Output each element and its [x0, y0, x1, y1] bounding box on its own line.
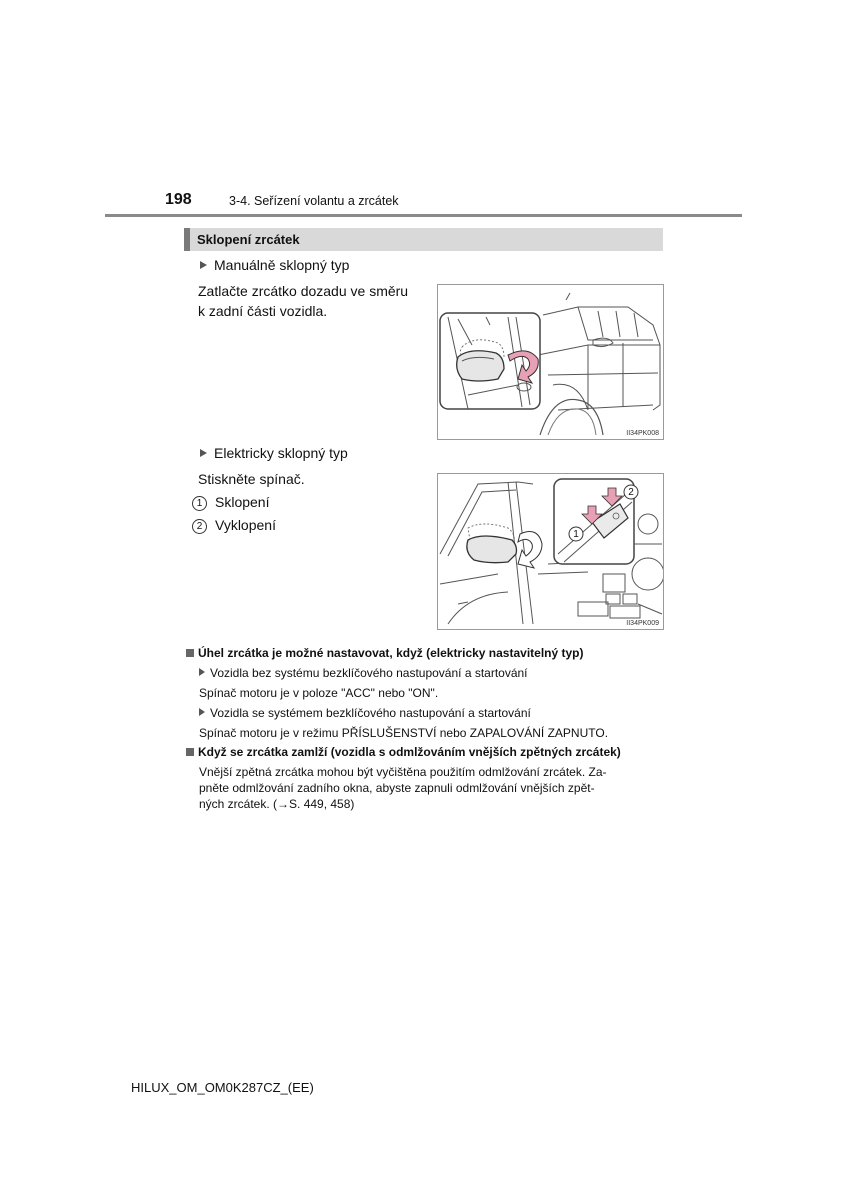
- legend-item-fold-label: Sklopení: [215, 494, 270, 510]
- legend-item-fold: [192, 492, 269, 513]
- note-text2: Spínač motoru je v režimu PŘÍSLUŠENSTVÍ nebo ZAPALOVÁNÍ ZAPNUTO.: [199, 726, 609, 740]
- manual-type-label: Manuálně sklopný typ: [214, 257, 350, 273]
- number-1-icon: 1: [192, 496, 207, 511]
- note-heading-angle-text: Úhel zrcátka je možné nastavovat, když (elektricky nastavitelný typ): [198, 646, 584, 660]
- page-number: 198: [165, 191, 192, 208]
- triangle-bullet-icon: [200, 261, 207, 269]
- manual-type-heading: [200, 255, 349, 276]
- square-bullet-icon: [186, 748, 194, 756]
- callout-2-label: 2: [628, 487, 634, 498]
- triangle-bullet-icon: [199, 708, 205, 716]
- note-heading-fog-text: Když se zrcátka zamlží (vozidla s odmlžováním vnějších zpětných zrcátek): [198, 745, 621, 759]
- triangle-bullet-icon: [199, 668, 205, 676]
- triangle-bullet-icon: [200, 449, 207, 457]
- footer-document-code: HILUX_OM_OM0K287CZ_(EE): [131, 1080, 314, 1095]
- chapter-title: 3-4. Seřízení volantu a zrcátek: [229, 194, 399, 208]
- note-heading-angle: [186, 646, 584, 660]
- note-sub1-text: Vozidla bez systému bezklíčového nastupování a startování: [210, 666, 528, 680]
- manual-folding-illustration: [438, 285, 663, 439]
- legend-item-unfold: [192, 515, 276, 536]
- electric-type-heading: [200, 443, 348, 464]
- note-fog-line1: Vnější zpětná zrcátka mohou být vyčištěna použitím odmlžování zrcátek. Za-: [199, 765, 607, 779]
- manual-instruction-line2: k zadní části vozidla.: [198, 303, 328, 319]
- header-divider: [105, 214, 742, 217]
- note-sub2-text: Vozidla se systémem bezklíčového nastupování a startování: [210, 706, 531, 720]
- electric-type-label: Elektricky sklopný typ: [214, 445, 348, 461]
- number-2-icon: 2: [192, 519, 207, 534]
- note-sub1: [199, 665, 528, 681]
- manual-figure-code: II34PK008: [626, 430, 659, 437]
- note-text1: Spínač motoru je v poloze "ACC" nebo "ON".: [199, 686, 439, 700]
- manual-instruction-line1: Zatlačte zrcátko dozadu ve směru: [198, 283, 409, 299]
- legend-item-unfold-label: Vyklopení: [215, 517, 276, 533]
- note-fog-line3: ných zrcátek. (→S. 449, 458): [199, 797, 355, 811]
- electric-figure-code: II34PK009: [626, 620, 659, 627]
- section-heading-bar: [184, 228, 663, 251]
- section-title: Sklopení zrcátek: [197, 232, 300, 247]
- note-fog-line2: pněte odmlžování zadního okna, abyste zapnuli odmlžování vnějších zpět-: [199, 781, 595, 795]
- callout-1-label: 1: [573, 529, 579, 540]
- note-heading-fog: [186, 745, 621, 759]
- section-accent: [184, 228, 190, 251]
- electric-instruction: Stiskněte spínač.: [198, 471, 305, 487]
- note-sub2: [199, 705, 531, 721]
- square-bullet-icon: [186, 649, 194, 657]
- manual-folding-figure: [437, 284, 664, 440]
- electric-folding-figure: [437, 473, 664, 630]
